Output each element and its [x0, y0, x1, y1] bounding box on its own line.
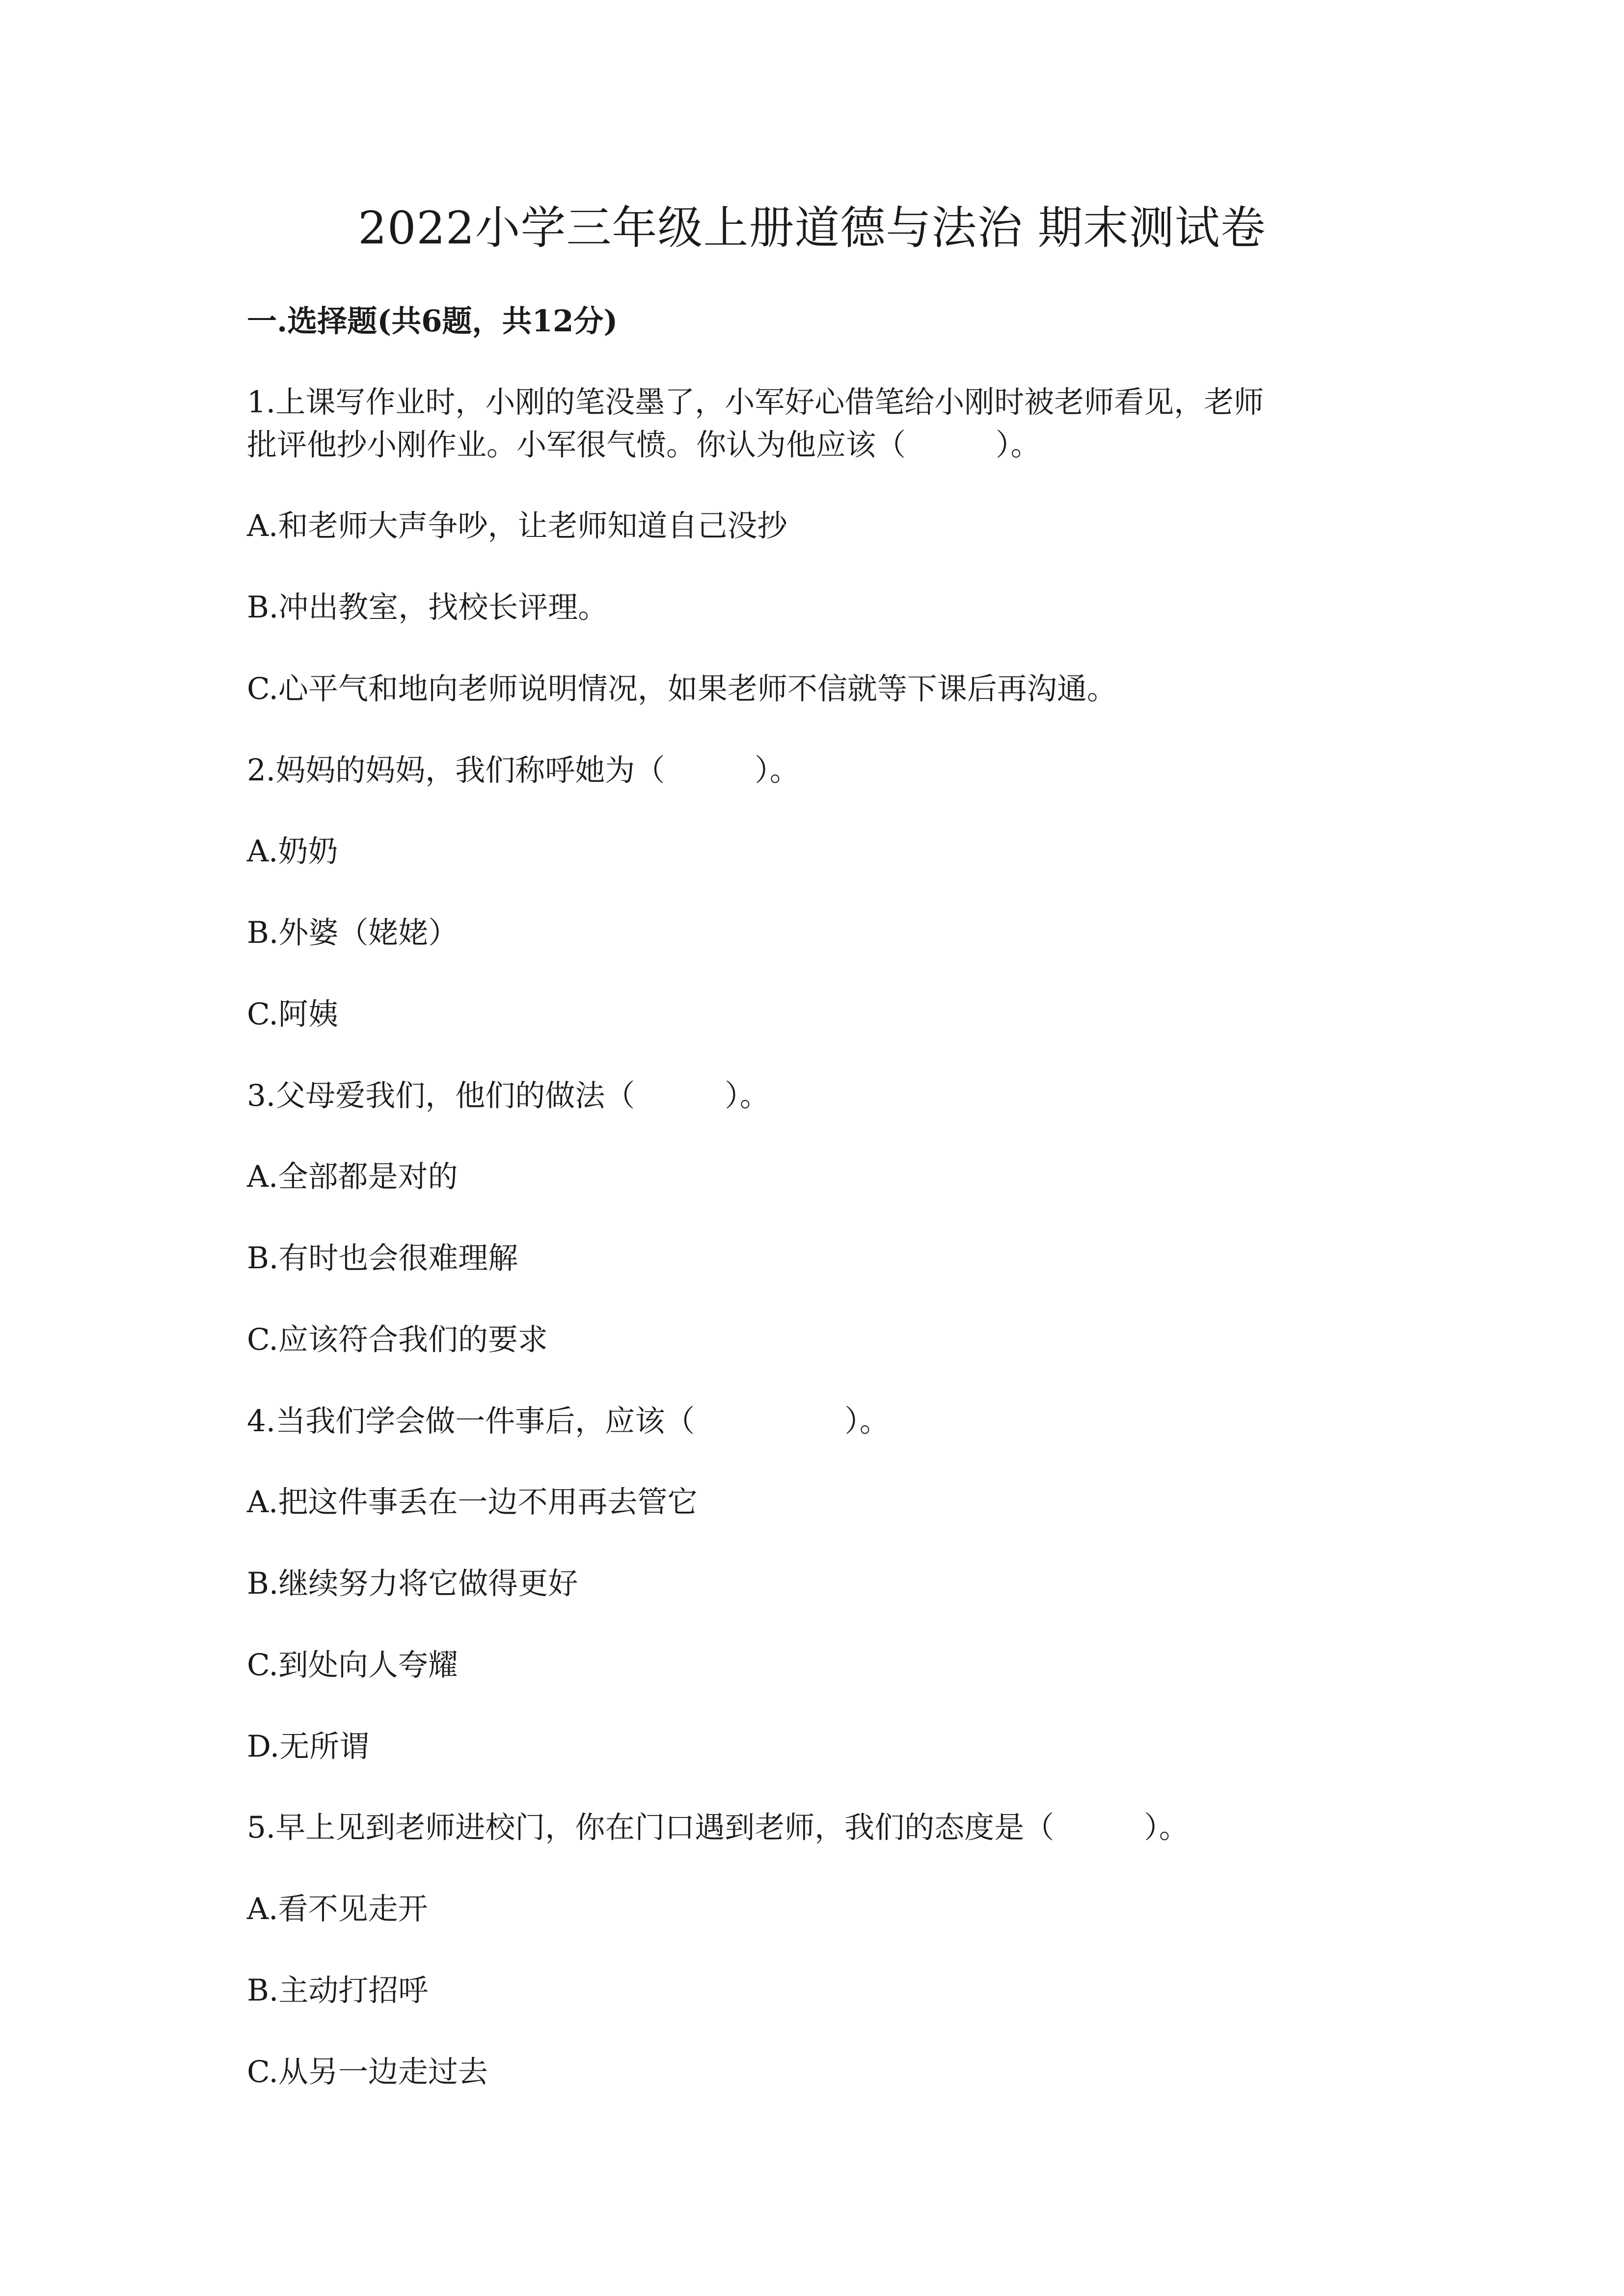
question-2-option-b: B.外婆（姥姥） — [247, 915, 459, 950]
question-5-option-c: C.从另一边走过去 — [247, 2055, 488, 2089]
exam-title: 2022小学三年级上册道德与法治 期末测试卷 — [358, 202, 1266, 254]
question-4-option-c: C.到处向人夸耀 — [247, 1648, 458, 1682]
question-4-option-d: D.无所谓 — [247, 1729, 370, 1764]
question-3-stem: 3.父母爱我们，他们的做法（ ）。 — [247, 1078, 770, 1113]
question-3-option-b: B.有时也会很难理解 — [247, 1241, 518, 1276]
question-3-option-a: A.全部都是对的 — [247, 1159, 458, 1194]
section-heading: 一.选择题(共6题，共12分) — [247, 304, 618, 339]
question-1-option-c: C.心平气和地向老师说明情况，如果老师不信就等下课后再沟通。 — [247, 671, 1117, 706]
question-1-stem-line-2: 批评他抄小刚作业。小军很气愤。你认为他应该（ ）。 — [247, 427, 1041, 462]
question-5-option-a: A.看不见走开 — [247, 1892, 428, 1926]
question-1-option-a: A.和老师大声争吵，让老师知道自己没抄 — [247, 508, 787, 543]
question-5-option-b: B.主动打招呼 — [247, 1973, 429, 2008]
question-2-option-c: C.阿姨 — [247, 997, 338, 1032]
question-5-stem: 5.早上见到老师进校门，你在门口遇到老师，我们的态度是（ ）。 — [247, 1810, 1189, 1845]
question-4-stem: 4.当我们学会做一件事后，应该（ ）。 — [247, 1404, 890, 1439]
question-1-option-b: B.冲出教室，找校长评理。 — [247, 590, 608, 625]
question-4-option-a: A.把这件事丢在一边不用再去管它 — [247, 1485, 698, 1520]
question-3-option-c: C.应该符合我们的要求 — [247, 1322, 548, 1357]
question-2-option-a: A.奶奶 — [247, 834, 338, 869]
question-2-stem: 2.妈妈的妈妈，我们称呼她为（ ）。 — [247, 753, 800, 788]
question-1-stem-line-1: 1.上课写作业时，小刚的笔没墨了，小军好心借笔给小刚时被老师看见，老师 — [247, 385, 1264, 420]
question-4-option-b: B.继续努力将它做得更好 — [247, 1566, 578, 1601]
